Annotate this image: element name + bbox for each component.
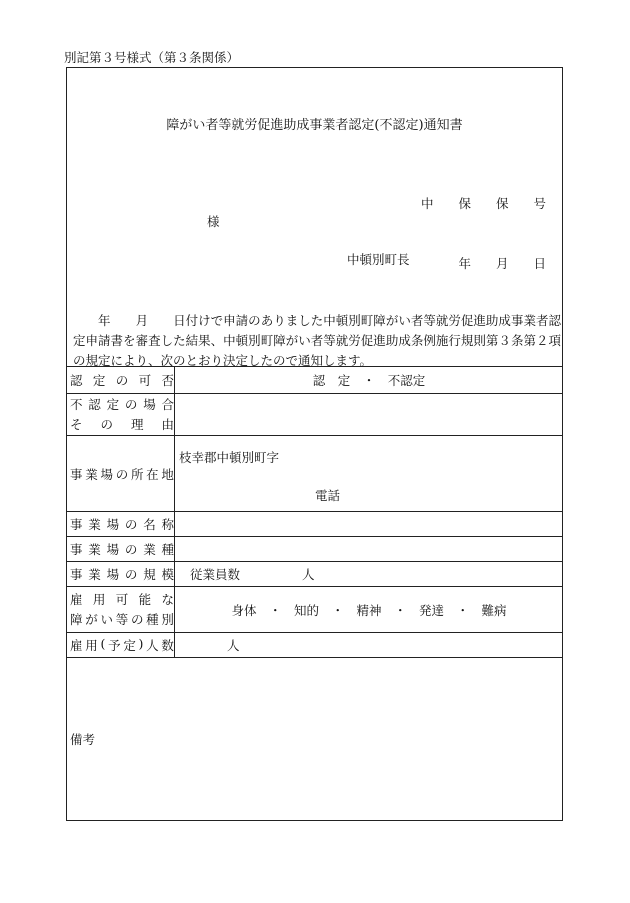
approval-label: 認 定 の 可 否 bbox=[70, 373, 174, 388]
document-date: 年 月 日 bbox=[458, 256, 546, 271]
disability-label-line-1: 雇 用 可 能 な bbox=[70, 591, 174, 607]
row-scale bbox=[66, 562, 563, 587]
row-disability bbox=[66, 587, 563, 633]
row-approval bbox=[66, 367, 563, 394]
name-label: 事 業 場 の 名 称 bbox=[70, 517, 174, 532]
approval-value: 認 定 ・ 不認定 bbox=[175, 367, 564, 394]
notice-body-text: 年 月 日付けで申請のありました中頓別町障がい者等就労促進助成事業者認定申請書を審査した結果、中頓別町障がい者等就労促進助成条例施行規則第３条第２項の規定により、次のとおり決定したので通知します。 bbox=[73, 313, 561, 368]
reason-label-line-2: そ の 理 由 bbox=[70, 416, 174, 432]
form-frame bbox=[66, 67, 563, 821]
row-notes bbox=[66, 658, 563, 821]
location-prefix: 枝幸郡中頓別町字 bbox=[179, 450, 280, 465]
industry-label: 事 業 場 の 業 種 bbox=[70, 542, 174, 557]
scale-value-prefix: 従業員数 bbox=[190, 567, 241, 582]
location-value[interactable] bbox=[175, 436, 564, 512]
disability-value: 身体 ・ 知的 ・ 精神 ・ 発達 ・ 難病 bbox=[175, 587, 564, 633]
name-value[interactable] bbox=[175, 512, 564, 537]
reason-label-line-1: 不 認 定 の 場 合 bbox=[70, 396, 174, 412]
scale-value-unit: 人 bbox=[302, 567, 315, 582]
row-name bbox=[66, 512, 563, 537]
scale-value[interactable] bbox=[175, 562, 564, 587]
disability-label bbox=[70, 590, 174, 630]
row-employment bbox=[66, 633, 563, 658]
recipient-suffix: 様 bbox=[207, 214, 220, 229]
form-label: 別記第３号様式（第３条関係） bbox=[64, 50, 240, 65]
employment-label: 雇 用 ( 予 定 ) 人 数 bbox=[70, 636, 174, 653]
row-location bbox=[66, 436, 563, 512]
scale-label: 事 業 場 の 規 模 bbox=[70, 567, 174, 582]
employment-value[interactable] bbox=[175, 633, 564, 658]
notes-cell[interactable] bbox=[66, 658, 563, 821]
document-number: 中 保 保 号 bbox=[420, 196, 546, 211]
location-label: 事 業 場 の 所 在 地 bbox=[70, 466, 174, 482]
row-reason bbox=[66, 394, 563, 436]
disability-label-line-2: 障 が い 等 の 種 別 bbox=[70, 611, 174, 627]
details-table bbox=[66, 366, 563, 821]
document-number-block bbox=[421, 154, 546, 314]
row-industry bbox=[66, 537, 563, 562]
issuer-name: 中頓別町長 bbox=[347, 252, 410, 267]
document-title: 障がい者等就労促進助成事業者認定(不認定)通知書 bbox=[166, 118, 463, 133]
reason-value[interactable] bbox=[175, 394, 564, 436]
reason-label bbox=[70, 395, 174, 435]
employment-unit: 人 bbox=[227, 638, 240, 653]
notes-label: 備考 bbox=[70, 732, 96, 748]
industry-value[interactable] bbox=[175, 537, 564, 562]
location-phone-label: 電話 bbox=[315, 488, 341, 503]
